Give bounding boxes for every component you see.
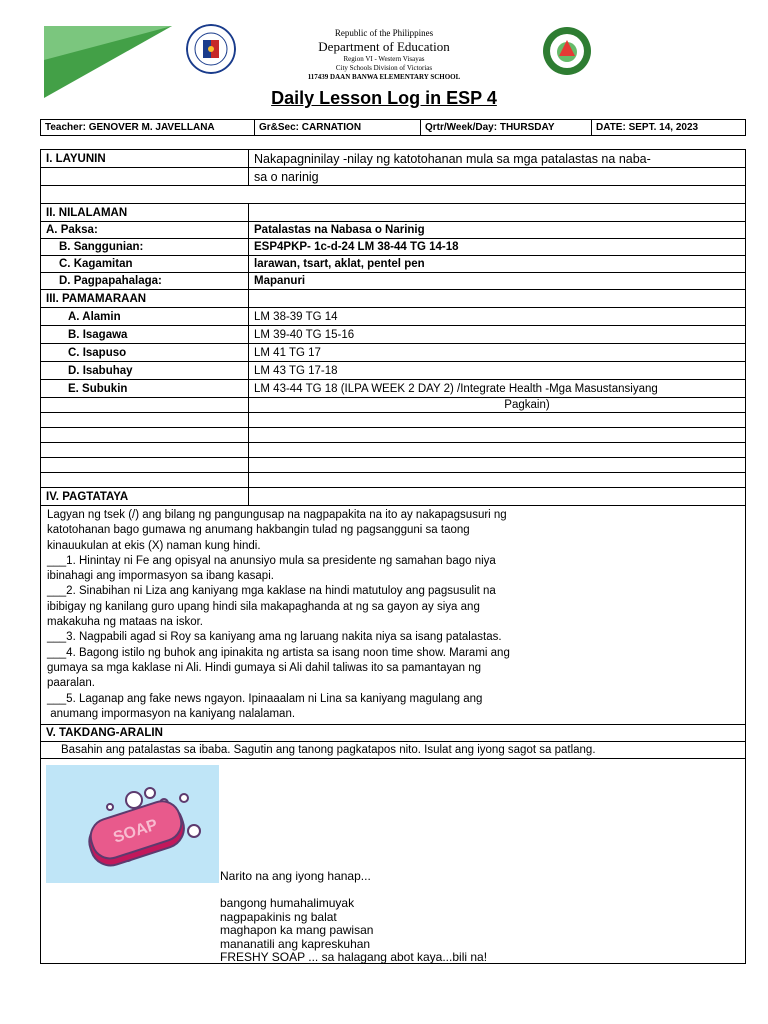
step-alamin-label: A. Alamin	[41, 308, 249, 326]
pagtataya-line: gumaya sa mga kaklase ni Ali. Hindi gumaya si Ali dahil taliwas ito sa pamantayan ng	[47, 661, 482, 674]
pagtataya-line: katotohanan bago gumawa ng anumang hakbangin tulad ng pagsangguni sa taong	[47, 524, 470, 537]
pagtataya-label: IV. PAGTATAYA	[41, 488, 249, 506]
ad-line: FRESHY SOAP ... sa halagang abot kaya...bili na!	[220, 950, 488, 964]
empty-cell	[249, 443, 746, 458]
quarter-week-day-cell: Qrtr/Week/Day: THURSDAY	[421, 120, 592, 136]
empty-cell	[249, 413, 746, 428]
empty-cell	[41, 473, 249, 488]
division-line: City Schools Division of Victorias	[335, 64, 433, 72]
step-subukin-ref-cont: Pagkain)	[249, 398, 746, 413]
empty-cell	[249, 204, 746, 222]
empty-cell	[249, 428, 746, 443]
sanggunian-value: ESP4PKP- 1c-d-24 LM 38-44 TG 14-18	[249, 239, 746, 256]
pagtataya-line: paaralan.	[47, 677, 95, 690]
pagpapahalaga-label: D. Pagpapahalaga:	[41, 273, 249, 290]
ad-line: bangong humahalimuyak	[220, 896, 355, 910]
empty-cell	[249, 488, 746, 506]
paksa-value: Patalastas na Nabasa o Narinig	[249, 222, 746, 239]
region-line: Region VI - Western Visayas	[343, 55, 425, 63]
layunin-text-2: sa o narinig	[249, 168, 746, 186]
soap-image	[46, 765, 219, 883]
kagamitan-value: larawan, tsart, aklat, pentel pen	[249, 256, 746, 273]
step-isagawa-label: B. Isagawa	[41, 326, 249, 344]
pagtataya-line: ___3. Nagpabili agad si Roy sa kaniyang ama ng laruang nakita niya sa isang patalastas.	[47, 631, 502, 644]
pagtataya-line: ibibigay ng kanilang guro upang hindi sila makapaghanda at ng sa gayon ay siya ang	[47, 600, 480, 613]
step-isagawa-ref: LM 39-40 TG 15-16	[249, 326, 746, 344]
step-isabuhay-ref: LM 43 TG 17-18	[249, 362, 746, 380]
step-subukin-label: E. Subukin	[41, 380, 249, 398]
date-cell: DATE: SEPT. 14, 2023	[592, 120, 746, 136]
republic-line: Republic of the Philippines	[334, 28, 434, 38]
step-isapuso-label: C. Isapuso	[41, 344, 249, 362]
paksa-label: A. Paksa:	[41, 222, 249, 239]
empty-cell	[41, 443, 249, 458]
pagtataya-line: Lagyan ng tsek (/) ang bilang ng pangungusap na nagpapakita na ito ay nakapagsusuri ng	[47, 509, 507, 521]
ad-line: mananatili ang kapreskuhan	[220, 936, 371, 951]
empty-cell	[41, 413, 249, 428]
empty-cell	[41, 168, 249, 186]
layunin-text-1: Nakapagninilay -nilay ng katotohanan mula sa mga patalastas na naba-	[249, 150, 746, 168]
empty-cell	[41, 398, 249, 413]
pagtataya-line: ibinahagi ang impormasyon sa ibang kasapi.	[47, 570, 274, 583]
pagtataya-line: ___5. Laganap ang fake news ngayon. Ipinaaalam ni Lina sa kaniyang magulang ang	[47, 692, 483, 705]
pagpapahalaga-value: Mapanuri	[249, 273, 746, 290]
school-line: 117439 DAAN BANWA ELEMENTARY SCHOOL	[307, 73, 461, 81]
step-subukin-ref: LM 43-44 TG 18 (ILPA WEEK 2 DAY 2) /Integrate Health -Mga Masustansiyang	[249, 380, 746, 398]
takdang-label: V. TAKDANG-ARALIN	[41, 725, 746, 742]
teacher-cell: Teacher: GENOVER M. JAVELLANA	[41, 120, 255, 136]
kagamitan-label: C. Kagamitan	[41, 256, 249, 273]
grade-section-cell: Gr&Sec: CARNATION	[255, 120, 421, 136]
nilalaman-label: II. NILALAMAN	[41, 204, 249, 222]
pagtataya-line: ___4. Bagong istilo ng buhok ang ipinakita ng artista sa isang noon time show. Marami ang	[47, 646, 510, 659]
ad-line: Narito na ang iyong hanap...	[220, 869, 371, 883]
empty-cell	[249, 473, 746, 488]
pagtataya-line: makakuha ng mataas na iskor.	[47, 616, 203, 629]
pagtataya-line: ___2. Sinabihan ni Liza ang kaniyang mga kaklase na hindi matutuloy ang pagsusulit na	[47, 585, 496, 598]
empty-cell	[249, 290, 746, 308]
step-isabuhay-label: D. Isabuhay	[41, 362, 249, 380]
spacer-row	[41, 186, 746, 204]
deped-header	[0, 28, 768, 82]
empty-cell	[249, 458, 746, 473]
pagtataya-line: ___1. Hinintay ni Fe ang opisyal na anunsiyo mula sa presidente ng samahan bago niya	[47, 554, 496, 567]
soap-label: SOAP	[111, 816, 160, 847]
ad-line	[220, 884, 487, 898]
empty-cell	[41, 458, 249, 473]
step-alamin-ref: LM 38-39 TG 14	[249, 308, 746, 326]
pagtataya-line: anumang impormasyon na kaniyang nalalaman.	[47, 707, 296, 720]
page-title: Daily Lesson Log in ESP 4	[271, 88, 497, 108]
sanggunian-label: B. Sanggunian:	[41, 239, 249, 256]
layunin-label: I. LAYUNIN	[41, 150, 249, 168]
empty-cell	[41, 428, 249, 443]
ad-line: nagpapakinis ng balat	[220, 909, 337, 924]
advertisement-text	[220, 870, 487, 965]
takdang-instruction: Basahin ang patalastas sa ibaba. Sagutin ang tanong pagkatapos nito. Isulat ang iyong sagot sa patlang.	[41, 742, 746, 759]
department-line: Department of Education	[318, 39, 450, 54]
step-isapuso-ref: LM 41 TG 17	[249, 344, 746, 362]
info-table	[40, 119, 746, 136]
ad-line: maghapon ka mang pawisan	[220, 923, 374, 937]
pagtataya-line: kinauukulan at ekis (X) naman kung hindi.	[47, 539, 261, 552]
pagtataya-body	[41, 506, 746, 725]
pamamaraan-label: III. PAMAMARAAN	[41, 290, 249, 308]
